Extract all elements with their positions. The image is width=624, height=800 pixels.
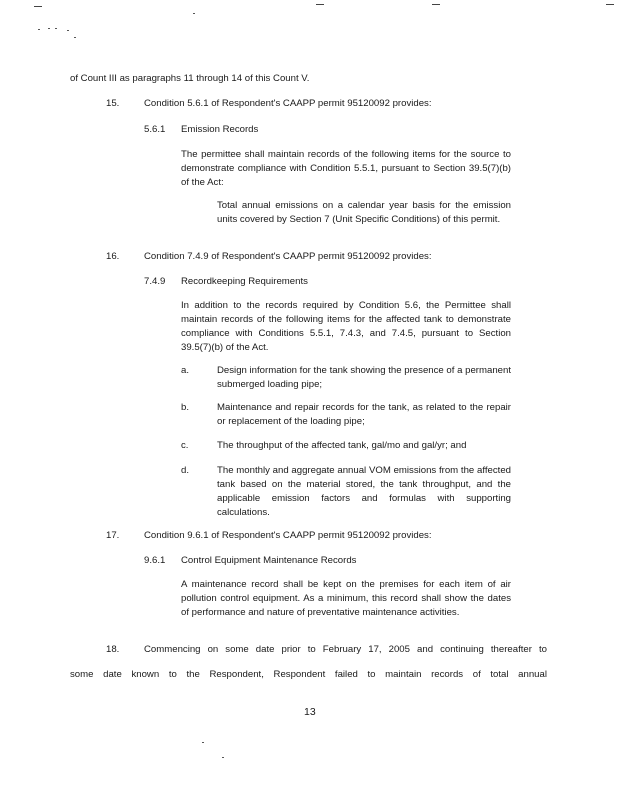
section-body: The permittee shall maintain records of the following items for the source to demonstrate compliance with Condition 5.5.1, pursuant to Section 39.5(7)(b) of the Act: (181, 149, 511, 188)
quoted-requirement: Total annual emissions on a calendar year basis for the emission units covered by Section 7 (Unit Specific Conditions) of this permit. (217, 200, 511, 225)
section-title: Recordkeeping Requirements (181, 276, 308, 287)
paragraph-intro: Condition 9.6.1 of Respondent's CAAPP permit 95120092 provides: (144, 530, 432, 541)
paragraph-intro: Condition 5.6.1 of Respondent's CAAPP permit 95120092 provides: (144, 98, 432, 109)
section-number: 9.6.1 (144, 555, 166, 566)
paragraph-number: 18. (106, 644, 120, 655)
scan-mark (48, 28, 50, 29)
list-item-text: Maintenance and repair records for the tank, as related to the repair or replacement of the loading pipe; (217, 402, 511, 427)
scan-mark (193, 13, 195, 14)
paragraph-line: some date known to the Respondent, Respondent failed to maintain records of total annual (70, 669, 547, 680)
scan-mark (38, 29, 40, 30)
paragraph-number: 16. (106, 251, 120, 262)
list-item-text: The throughput of the affected tank, gal/mo and gal/yr; and (217, 440, 467, 451)
section-number: 7.4.9 (144, 276, 166, 287)
paragraph-number: 17. (106, 530, 120, 541)
list-item-text: The monthly and aggregate annual VOM emissions from the affected tank based on the material stored, the tank throughput, and the applicable emission factors and formulas with supporting calculations. (217, 465, 511, 518)
scan-mark (202, 742, 204, 743)
page-number: 13 (304, 706, 316, 718)
section-title: Control Equipment Maintenance Records (181, 555, 357, 566)
section-body: A maintenance record shall be kept on the premises for each item of air pollution control equipment. As a minimum, this record shall show the dates of performance and nature of preventative maintenance activities. (181, 579, 511, 618)
list-item-label: d. (181, 465, 190, 476)
list-item-label: c. (181, 440, 189, 451)
scan-mark (606, 4, 614, 5)
scan-mark (55, 28, 57, 29)
section-number: 5.6.1 (144, 124, 166, 135)
section-body: In addition to the records required by Condition 5.6, the Permittee shall maintain records of the following items for the affected tank to demonstrate compliance with Conditions 5.5.1, 7.4.3, and 7.4.5, pursuant to Section 39.5(7)(b) of the Act. (181, 300, 511, 353)
scan-mark (74, 37, 76, 38)
scan-mark (67, 30, 69, 31)
list-item-label: b. (181, 402, 190, 413)
scan-mark (432, 4, 440, 5)
paragraph-intro: Condition 7.4.9 of Respondent's CAAPP permit 95120092 provides: (144, 251, 432, 262)
list-item-label: a. (181, 365, 190, 376)
scan-mark (34, 6, 42, 7)
scan-mark (222, 757, 224, 758)
list-item-text: Design information for the tank showing the presence of a permanent submerged loading pipe; (217, 365, 511, 390)
section-title: Emission Records (181, 124, 259, 135)
paragraph-number: 15. (106, 98, 120, 109)
paragraph-line: Commencing on some date prior to February 17, 2005 and continuing thereafter to (144, 644, 547, 655)
scan-mark (316, 4, 324, 5)
opening-line: of Count III as paragraphs 11 through 14 of this Count V. (70, 73, 310, 84)
